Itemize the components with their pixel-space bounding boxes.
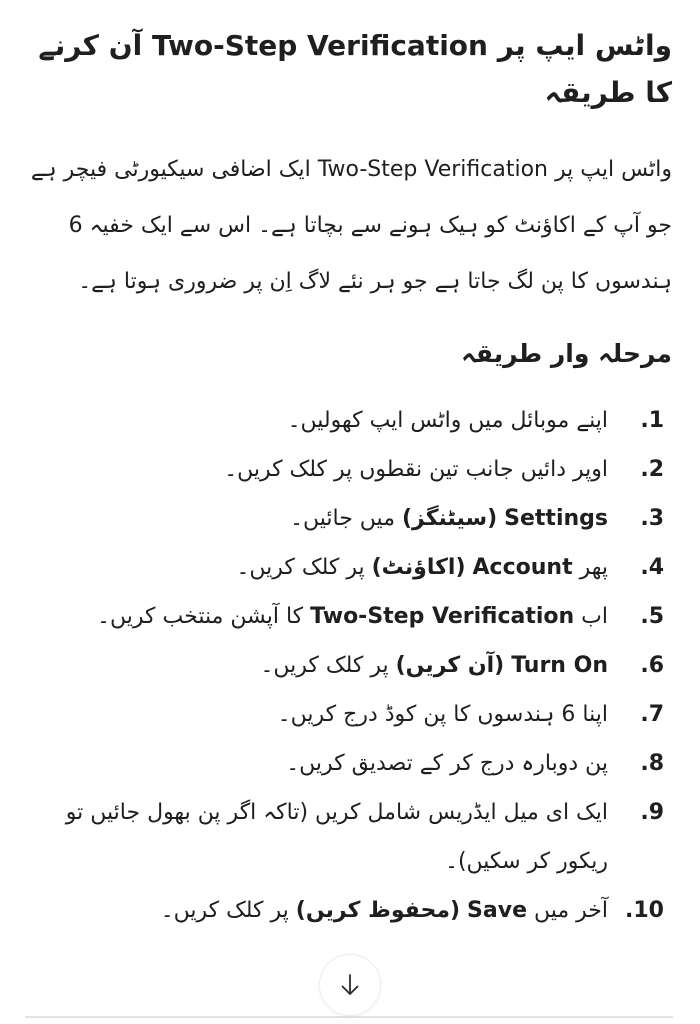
step-text: ایک ای میل ایڈریس شامل کریں (تاکہ اگر پن بھول جائیں تو ریکور کر سکیں)۔	[65, 800, 608, 874]
scroll-down-button[interactable]	[319, 954, 381, 1016]
step-item	[28, 445, 664, 494]
steps-list	[28, 396, 672, 935]
step-item	[28, 739, 664, 788]
step-item	[28, 788, 664, 886]
step-number: 1.	[640, 408, 664, 433]
step-item	[28, 592, 664, 641]
step-text: اپنے موبائل میں واٹس ایپ کھولیں۔	[287, 408, 608, 433]
step-number: 2.	[640, 457, 664, 482]
bottom-divider	[25, 1016, 673, 1018]
step-text: پھر Account (اکاؤنٹ) پر کلک کریں۔	[236, 555, 608, 580]
step-number: 9.	[640, 800, 664, 825]
step-item	[28, 396, 664, 445]
step-text: اپنا 6 ہندسوں کا پن کوڈ درج کریں۔	[277, 702, 608, 727]
step-number: 10.	[625, 898, 664, 923]
step-text: آخر میں Save (محفوظ کریں) پر کلک کریں۔	[160, 898, 608, 923]
step-item	[28, 641, 664, 690]
step-item	[28, 886, 664, 935]
step-text: اب Two-Step Verification کا آپشن منتخب کریں۔	[97, 604, 608, 629]
step-number: 5.	[640, 604, 664, 629]
step-number: 4.	[640, 555, 664, 580]
arrow-down-icon	[335, 970, 365, 1000]
step-text: اوپر دائیں جانب تین نقطوں پر کلک کریں۔	[224, 457, 608, 482]
step-item	[28, 494, 664, 543]
step-text: Turn On (آن کریں) پر کلک کریں۔	[260, 653, 608, 678]
step-number: 6.	[640, 653, 664, 678]
step-number: 8.	[640, 751, 664, 776]
step-item	[28, 690, 664, 739]
step-item	[28, 543, 664, 592]
page-title: واٹس ایپ پر Two-Step Verification آن کرنے کا طریقہ	[38, 29, 672, 109]
intro-paragraph: واٹس ایپ پر Two-Step Verification ایک اضافی سیکیورٹی فیچر ہے جو آپ کے اکاؤنٹ کو ہیک ہونے سے بچاتا ہے۔ اس سے ایک خفیہ 6 ہندسوں کا پن لگ جاتا ہے جو ہر نئے لاگ اِن پر ضروری ہوتا ہے۔	[30, 157, 672, 294]
steps-heading: مرحلہ وار طریقہ	[461, 339, 672, 368]
step-text: پن دوبارہ درج کر کے تصدیق کریں۔	[286, 751, 608, 776]
step-number: 3.	[640, 506, 664, 531]
step-number: 7.	[640, 702, 664, 727]
step-text: Settings (سیٹنگز) میں جائیں۔	[290, 506, 608, 531]
